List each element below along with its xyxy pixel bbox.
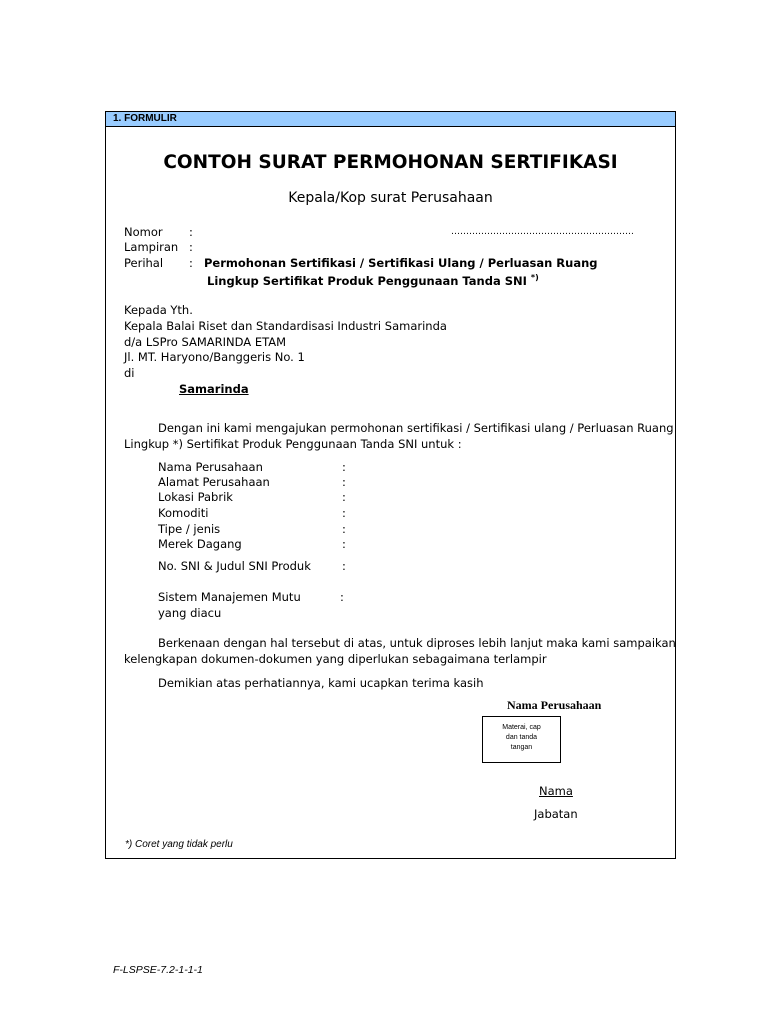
field-label-type: Tipe / jenis — [158, 522, 221, 536]
field-label-quality-system: Sistem Manajemen Mutu — [158, 590, 301, 604]
recipient-line-1: Kepada Yth. — [124, 303, 193, 317]
stamp-line-2: dan tanda — [505, 734, 538, 741]
intro-line-2: Lingkup *) Sertifikat Produk Penggunaan Tanda SNI untuk : — [124, 437, 462, 451]
recipient-line-5: di — [124, 366, 135, 380]
footnote: *) Coret yang tidak perlu — [125, 839, 233, 850]
lampiran-label: Lampiran — [124, 240, 179, 254]
perihal-line-2: Lingkup Sertifikat Produk Penggunaan Tanda SNI *) — [207, 273, 539, 288]
field-colon: : — [342, 460, 346, 474]
perihal-footnote-mark: *) — [530, 273, 539, 282]
letterhead-placeholder: Kepala/Kop surat Perusahaan — [288, 190, 493, 206]
letter-form-frame — [105, 111, 676, 859]
document-title: CONTOH SURAT PERMOHONAN SERTIFIKASI — [163, 152, 618, 173]
signatory-name: Nama — [539, 784, 573, 798]
field-colon: : — [342, 559, 346, 573]
closing-line-3: Demikian atas perhatiannya, kami ucapkan terima kasih — [158, 676, 484, 690]
perihal-label: Perihal — [124, 256, 164, 270]
field-label-brand: Merek Dagang — [158, 537, 242, 551]
stamp-line-1: Materai, cap — [502, 724, 541, 731]
field-label-company-name: Nama Perusahaan — [158, 460, 263, 474]
stamp-line-3: tangan — [510, 744, 533, 751]
field-colon: : — [342, 537, 346, 551]
recipient-line-2: Kepala Balai Riset dan Standardisasi Industri Samarinda — [124, 319, 447, 333]
field-colon: : — [342, 522, 346, 536]
nomor-label: Nomor — [124, 225, 163, 239]
perihal-line-1: Permohonan Sertifikasi / Sertifikasi Ulang / Perluasan Ruang — [204, 256, 598, 270]
intro-line-1: Dengan ini kami mengajukan permohonan sertifikasi / Sertifikasi ulang / Perluasan Ruang — [158, 421, 674, 435]
nomor-dots: ……………………………………………………. — [451, 227, 634, 237]
lampiran-colon: : — [189, 240, 193, 254]
field-label-sni: No. SNI & Judul SNI Produk — [158, 559, 311, 573]
signature-company-name: Nama Perusahaan — [507, 698, 602, 712]
field-label-factory-location: Lokasi Pabrik — [158, 490, 233, 504]
field-label-commodity: Komoditi — [158, 506, 209, 520]
form-code: F-LSPSE-7.2-1-1-1 — [113, 964, 203, 976]
closing-line-1: Berkenaan dengan hal tersebut di atas, untuk diproses lebih lanjut maka kami sampaikan — [158, 636, 676, 650]
signatory-position: Jabatan — [534, 807, 578, 821]
section-header: 1. FORMULIR — [106, 112, 675, 127]
field-colon: : — [342, 475, 346, 489]
stamp-signature-box — [482, 716, 561, 763]
field-label-company-address: Alamat Perusahaan — [158, 475, 270, 489]
perihal-colon: : — [189, 256, 193, 270]
field-colon: : — [342, 490, 346, 504]
field-label-quality-system-extra: yang diacu — [158, 606, 222, 620]
recipient-city: Samarinda — [179, 382, 249, 396]
nomor-colon: : — [189, 225, 193, 239]
recipient-line-3: d/a LSPro SAMARINDA ETAM — [124, 335, 286, 349]
field-colon: : — [342, 506, 346, 520]
closing-line-2: kelengkapan dokumen-dokumen yang diperlukan sebagaimana terlampir — [124, 652, 547, 666]
recipient-line-4: Jl. MT. Haryono/Banggeris No. 1 — [124, 350, 305, 364]
field-colon: : — [340, 590, 344, 604]
